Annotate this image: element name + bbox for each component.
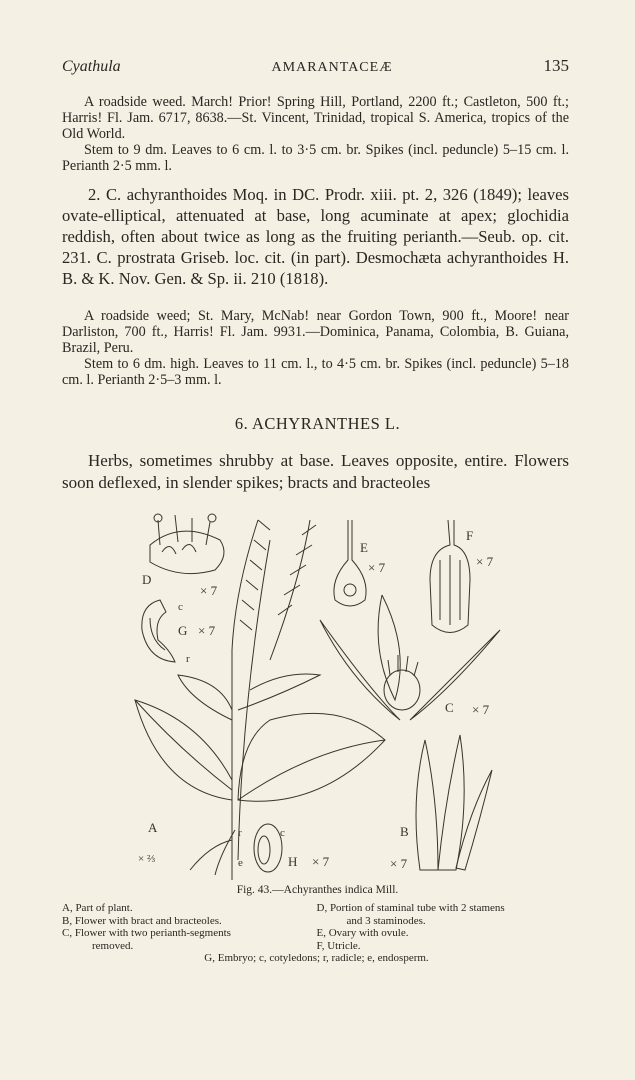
header-genus: Cyathula [62, 58, 121, 75]
legend-b: B, Flower with bract and bracteoles. [62, 914, 222, 927]
species-description [62, 184, 569, 289]
figure-g-embryo [142, 600, 175, 662]
label-b: B [400, 824, 409, 839]
legend-f: F, Utricle. [316, 939, 361, 952]
label-e-scale: × 7 [368, 560, 386, 575]
label-f: F [466, 528, 474, 543]
figure-caption: Fig. 43.—Achyranthes indica Mill. [236, 884, 399, 896]
legend-d1: D, Portion of staminal tube with 2 stamens [316, 902, 505, 914]
legend-d2: and 3 staminodes. [346, 914, 426, 927]
genus-heading: 6. ACHYRANTHES L. [234, 414, 401, 433]
paragraph-habitat-2 [62, 308, 569, 388]
figure-e-ovary [334, 520, 366, 606]
legend-c1: C, Flower with two perianth-segments [62, 927, 231, 939]
figure-b-bracts [416, 735, 492, 870]
legend-e: E, Ovary with ovule. [316, 927, 409, 939]
page-number: 135 [543, 56, 569, 75]
habitat-text-2: A roadside weed; St. Mary, McNab! near Gordon Town, 900 ft., Moore! near Darliston, 700 ft., Harris! Fl. Jam. 9931.—Dominica, Panama, Colombia, B. Guiana, Brazil, Peru. [62, 308, 569, 356]
legend-a: A, Part of plant. [62, 902, 133, 914]
legend-g: G, Embryo; c, cotyledons; r, radicle; e, endosperm. [204, 952, 429, 964]
label-b-scale: × 7 [390, 856, 408, 871]
figure-d-stamens [150, 514, 224, 574]
genus-intro [62, 450, 569, 493]
botanical-illustration [120, 500, 520, 885]
label-c-scale: × 7 [472, 702, 490, 717]
measurements-text-1: Stem to 9 dm. Leaves to 6 cm. l. to 3·5 cm. br. Spikes (incl. peduncle) 5–15 cm. l. Perianth 2·5 mm. l. [62, 142, 569, 174]
label-f-scale: × 7 [476, 554, 494, 569]
label-h: H [288, 854, 298, 869]
figure-legend [62, 902, 571, 965]
figure-h-section [254, 824, 282, 872]
label-e: E [360, 540, 368, 555]
label-g-c: c [178, 601, 183, 613]
genus-intro-text: Herbs, sometimes shrubby at base. Leaves opposite, entire. Flowers soon deflexed, in slender spikes; bracts and bracteoles [62, 451, 569, 492]
species-text: 2. C. achyranthoides Moq. in DC. Prodr. xiii. pt. 2, 326 (1849); leaves ovate-elliptical, attenuated at base, long acuminate at apex; glochidia reddish, often about twice as long as the fruiting perianth.—Seub. op. cit. 231. C. prostrata Griseb. loc. cit. (in part). Desmochæta achyranthoides H. B. & K. Nov. Gen. & Sp. ii. 210 (1818). [62, 185, 569, 288]
measurements-text-2: Stem to 6 dm. high. Leaves to 11 cm. l., to 4·5 cm. br. Spikes (incl. peduncle) 5–18 cm. l. Perianth 2·5–3 mm. l. [62, 356, 569, 388]
label-g: G [178, 623, 188, 638]
legend-c2: removed. [92, 939, 134, 952]
label-g-r: r [186, 653, 190, 665]
label-g-scale: × 7 [198, 623, 216, 638]
label-h-e: e [238, 857, 243, 869]
running-header [62, 56, 569, 80]
label-h-c: c [280, 827, 285, 839]
label-a: A [148, 820, 158, 835]
label-c: C [445, 700, 454, 715]
paragraph-habitat-1 [62, 94, 569, 174]
label-d-scale: × 7 [200, 583, 218, 598]
label-d: D [142, 572, 152, 587]
label-h-r: r [238, 827, 242, 839]
header-family: AMARANTACEÆ [271, 60, 393, 75]
label-a-scale: × ⅔ [138, 853, 156, 865]
habitat-text-1: A roadside weed. March! Prior! Spring Hill, Portland, 2200 ft.; Castleton, 500 ft.; Harris! Fl. Jam. 6717, 8638.—St. Vincent, Trinidad, tropical S. America, tropics of the Old World. [62, 94, 569, 142]
figure-f-utricle [430, 520, 470, 633]
figure-a-plant [135, 520, 385, 880]
label-h-scale: × 7 [312, 854, 330, 869]
